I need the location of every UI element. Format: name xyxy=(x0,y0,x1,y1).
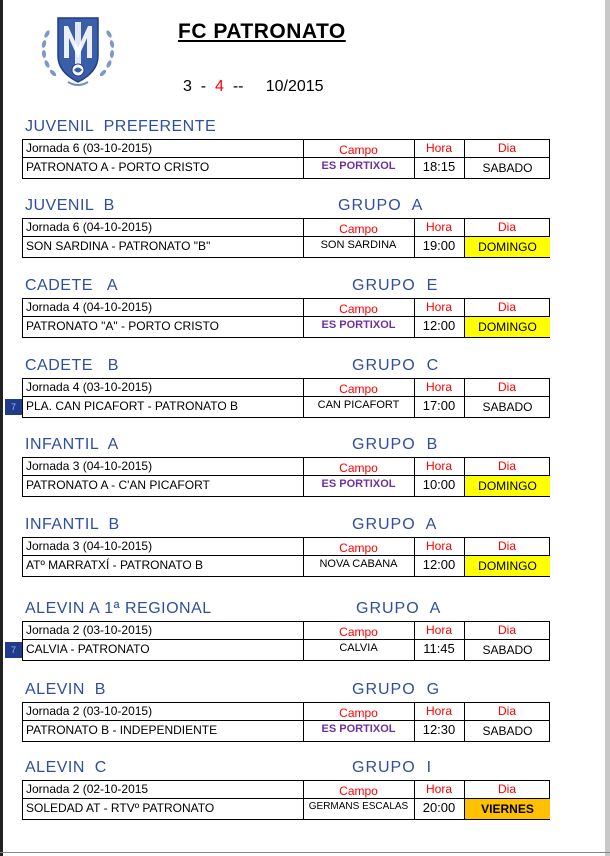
dia-header: Dia xyxy=(497,380,516,394)
kickoff-time: 11:45 xyxy=(423,641,455,656)
match-teams: PATRONATO B - INDEPENDIENTE xyxy=(26,723,218,737)
dia-header: Dia xyxy=(497,539,516,553)
page-title: FC PATRONATO xyxy=(178,20,346,43)
match-day: DOMINGO xyxy=(465,237,550,257)
row-marker[interactable]: 7 xyxy=(5,399,22,415)
group-label: GRUPO E xyxy=(352,277,439,294)
schedule-date xyxy=(183,78,324,96)
date-separator: -- xyxy=(232,78,244,95)
category-title: ALEVIN A 1ª REGIONAL xyxy=(25,600,212,617)
jornada-label: Jornada 2 (02-10-2015 xyxy=(26,782,149,796)
hora-header: Hora xyxy=(425,220,452,234)
jornada-label: Jornada 2 (03-10-2015) xyxy=(26,623,153,637)
match-day: SABADO xyxy=(482,161,533,175)
group-label: GRUPO B xyxy=(352,436,439,453)
venue: SON SARDINA xyxy=(320,239,397,251)
jornada-label: Jornada 4 (04-10-2015) xyxy=(26,300,153,314)
venue: ES PORTIXOL xyxy=(321,478,396,490)
match-day: SABADO xyxy=(482,643,533,657)
venue: CAN PICAFORT xyxy=(317,399,400,411)
fixture-table xyxy=(22,298,550,338)
fixture-table xyxy=(22,218,550,258)
jornada-label: Jornada 2 (03-10-2015) xyxy=(26,704,153,718)
category-title: ALEVIN C xyxy=(25,759,107,776)
category-title: CADETE B xyxy=(25,357,119,374)
venue: CALVIA xyxy=(339,642,378,654)
page-right-shadow xyxy=(605,0,610,856)
match-day: DOMINGO xyxy=(465,556,550,576)
dia-header: Dia xyxy=(497,704,516,718)
campo-header: Campo xyxy=(339,625,378,639)
category-title: CADETE A xyxy=(25,277,119,294)
category-title: INFANTIL A xyxy=(25,436,119,453)
hora-header: Hora xyxy=(425,459,452,473)
group-label: GRUPO A xyxy=(352,516,438,533)
fixture-table xyxy=(22,537,550,577)
club-crest-logo xyxy=(38,12,118,88)
campo-header: Campo xyxy=(339,461,378,475)
campo-header: Campo xyxy=(339,382,378,396)
date-month: 4 xyxy=(215,78,224,95)
kickoff-time: 12:30 xyxy=(422,722,456,737)
jornada-label: Jornada 3 (04-10-2015) xyxy=(26,539,153,553)
kickoff-time: 17:00 xyxy=(422,398,456,413)
jornada-label: Jornada 3 (04-10-2015) xyxy=(26,459,153,473)
jornada-label: Jornada 4 (03-10-2015) xyxy=(26,380,153,394)
kickoff-time: 10:00 xyxy=(422,477,456,492)
group-label: GRUPO C xyxy=(352,357,440,374)
match-teams: PATRONATO "A" - PORTO CRISTO xyxy=(26,319,219,333)
hora-header: Hora xyxy=(425,782,452,796)
kickoff-time: 12:00 xyxy=(422,318,456,333)
dia-header: Dia xyxy=(497,220,516,234)
venue: ES PORTIXOL xyxy=(321,319,396,331)
venue: ES PORTIXOL xyxy=(321,723,396,735)
kickoff-time: 19:00 xyxy=(422,238,456,253)
row-marker[interactable]: 7 xyxy=(5,642,22,658)
group-label: GRUPO G xyxy=(352,681,441,698)
hora-header: Hora xyxy=(425,539,452,553)
jornada-label: Jornada 6 (03-10-2015) xyxy=(26,141,153,155)
match-teams: SON SARDINA - PATRONATO "B" xyxy=(26,239,211,253)
match-teams: PATRONATO A - PORTO CRISTO xyxy=(26,160,210,174)
match-teams: CALVIA - PATRONATO xyxy=(26,642,150,656)
dia-header: Dia xyxy=(497,141,516,155)
match-day: DOMINGO xyxy=(465,476,550,496)
campo-header: Campo xyxy=(339,541,378,555)
dia-header: Dia xyxy=(497,300,516,314)
match-day: VIERNES xyxy=(465,799,550,819)
date-separator: - xyxy=(200,78,207,95)
hora-header: Hora xyxy=(425,300,452,314)
match-teams: PLA. CAN PICAFORT - PATRONATO B xyxy=(26,399,239,413)
date-year: 10/2015 xyxy=(265,78,324,95)
match-teams: PATRONATO A - C'AN PICAFORT xyxy=(26,478,210,492)
fixture-table xyxy=(22,139,550,179)
group-label: GRUPO A xyxy=(338,197,424,214)
fixture-table xyxy=(22,457,550,497)
match-teams: ATº MARRATXÍ - PATRONATO B xyxy=(26,558,204,572)
dia-header: Dia xyxy=(497,459,516,473)
page-bottom-line xyxy=(0,852,610,853)
dia-header: Dia xyxy=(497,623,516,637)
hora-header: Hora xyxy=(425,141,452,155)
kickoff-time: 20:00 xyxy=(422,800,456,815)
fixture-table xyxy=(22,780,550,820)
dia-header: Dia xyxy=(497,782,516,796)
campo-header: Campo xyxy=(339,784,378,798)
match-teams: SOLEDAD AT - RTVº PATRONATO xyxy=(26,801,215,815)
category-title: ALEVIN B xyxy=(25,681,106,698)
kickoff-time: 18:15 xyxy=(422,159,456,174)
hora-header: Hora xyxy=(425,623,452,637)
venue: NOVA CABANA xyxy=(319,558,398,570)
fixture-table xyxy=(22,378,550,418)
hora-header: Hora xyxy=(425,704,452,718)
match-day: SABADO xyxy=(482,724,533,738)
group-label: GRUPO I xyxy=(352,759,433,776)
match-day: DOMINGO xyxy=(465,317,550,337)
date-day: 3 xyxy=(183,78,192,95)
venue: ES PORTIXOL xyxy=(321,160,396,172)
venue: GERMANS ESCALAS xyxy=(308,801,409,812)
kickoff-time: 12:00 xyxy=(422,557,456,572)
hora-header: Hora xyxy=(425,380,452,394)
jornada-label: Jornada 6 (04-10-2015) xyxy=(26,220,153,234)
fixture-table xyxy=(22,621,550,661)
campo-header: Campo xyxy=(339,706,378,720)
campo-header: Campo xyxy=(339,143,378,157)
page-left-border xyxy=(0,0,3,856)
category-title: INFANTIL B xyxy=(25,516,120,533)
category-title: JUVENIL PREFERENTE xyxy=(25,118,217,135)
campo-header: Campo xyxy=(339,302,378,316)
category-title: JUVENIL B xyxy=(25,197,115,214)
group-label: GRUPO A xyxy=(356,600,442,617)
match-day: SABADO xyxy=(482,400,533,414)
campo-header: Campo xyxy=(339,222,378,236)
fixture-table xyxy=(22,702,550,742)
